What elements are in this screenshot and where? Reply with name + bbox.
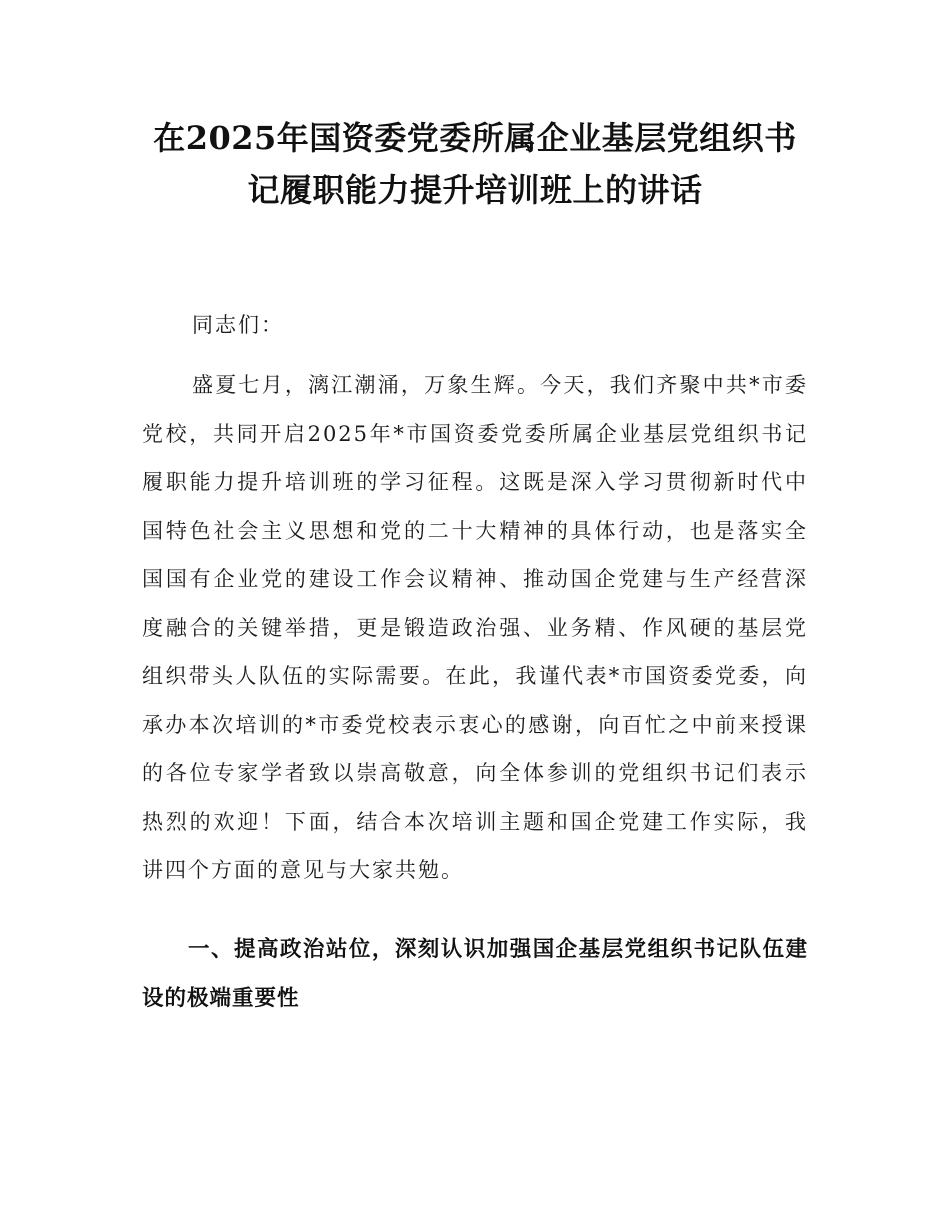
section-heading-1: 一、提高政治站位，深刻认识加强国企基层党组织书记队伍建设的极端重要性 xyxy=(142,937,808,1011)
salutation: 同志们： xyxy=(192,313,284,337)
title-line-2: 记履职能力提升培训班上的讲话 xyxy=(247,171,703,209)
document-title xyxy=(140,112,810,216)
title-line-1: 在2025年国资委党委所属企业基层党组织书 xyxy=(153,119,797,157)
opening-paragraph: 盛夏七月，漓江潮涌，万象生辉。今天，我们齐聚中共*市委党校，共同开启2025年*市国资委党委所属企业基层党组织书记履职能力提升培训班的学习征程。这既是深入学习贯彻新时代中国特色社会主义思想和党的二十大精神的具体行动，也是落实全国国有企业党的建设工作会议精神、推动国企党建与生产经营深度融合的关键举措，更是锻造政治强、业务精、作风硬的基层党组织带头人队伍的实际需要。在此，我谨代表*市国资委党委，向承办本次培训的*市委党校表示衷心的感谢，向百忙之中前来授课的各位专家学者致以崇高敬意，向全体参训的党组织书记们表示热烈的欢迎！下面，结合本次培训主题和国企党建工作实际，我讲四个方面的意见与大家共勉。 xyxy=(142,373,808,882)
